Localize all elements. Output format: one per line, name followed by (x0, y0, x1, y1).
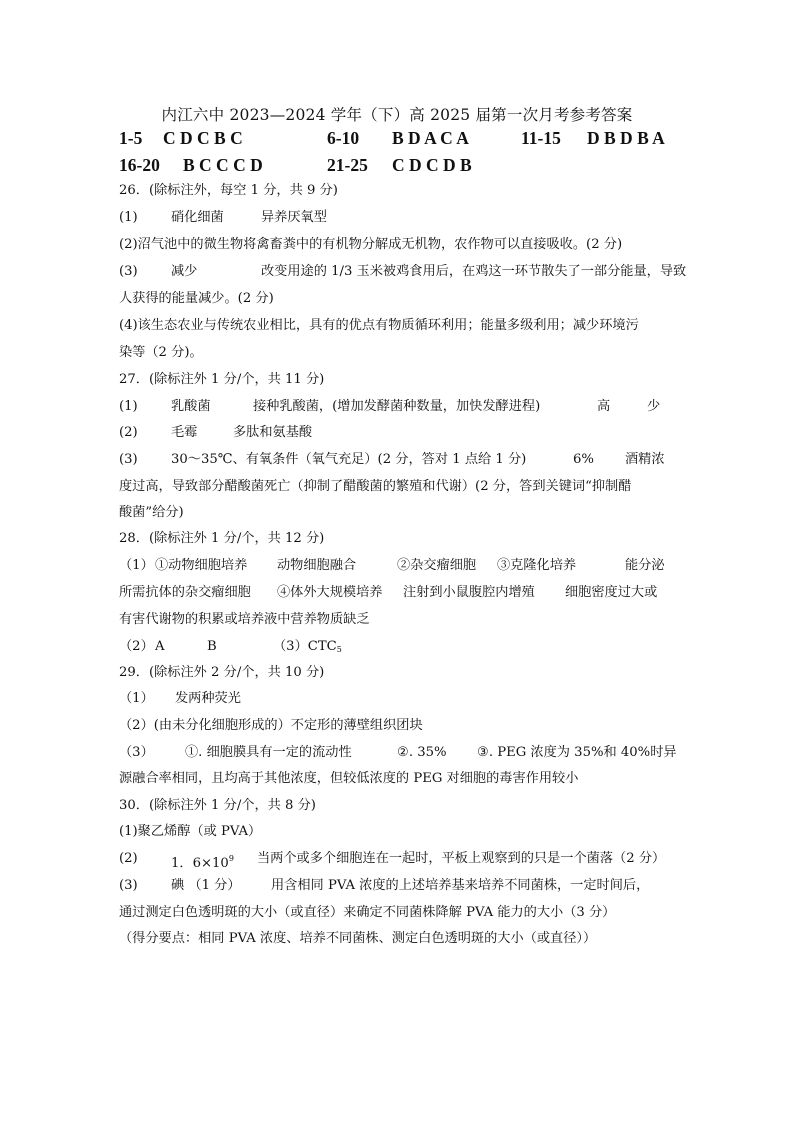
q27-line-5: 酸菌”给分) (119, 505, 184, 520)
q29-line-4: 源融合率相同，且均高于其他浓度，但较低浓度的 PEG 对细胞的毒害作用较小 (119, 771, 579, 786)
q27-line-4: 度过高，导致部分醋酸菌死亡（抑制了醋酸菌的繁殖和代谢）(2 分，答到关键词“抑制醋 (119, 479, 632, 494)
q29-header: 29．(除标注外 2 分/个，共 10 分) (119, 665, 325, 680)
q26-line-4: 人获得的能量减少。(2 分) (119, 291, 274, 306)
choice-range: 1-5 (119, 128, 143, 148)
choice-range: 21-25 (327, 155, 368, 175)
choice-answers: D B D B A (587, 128, 665, 148)
q30-line-5: （得分要点：相同 PVA 浓度、培养不同菌株、测定白色透明斑的大小（或直径）） (119, 931, 597, 946)
q28-header: 28．(除标注外 1 分/个，共 12 分) (119, 531, 325, 546)
q26-header: 26．(除标注外，每空 1 分，共 9 分) (119, 183, 338, 198)
q28-line-3: 有害代谢物的积累或培养液中营养物质缺乏 (119, 612, 370, 627)
choice-range: 11-15 (521, 128, 561, 148)
choice-answers: C D C D B (392, 155, 472, 175)
choice-range: 16-20 (119, 155, 160, 175)
choice-answers: C D C B C (163, 128, 243, 148)
q29-line-2: （2）(由未分化细胞形成的）不定形的薄壁组织团块 (119, 718, 423, 733)
choice-range: 6-10 (327, 128, 360, 148)
answer-key-page: 内江六中 2023—2024 学年（下）高 2025 届第一次月考参考答案 1-5 C D C B C 6-10 B D A C A 11-15 D B D B A 16-20 B C C C D 21-25 C D C D B 26．(除标注外，每空 1 分，共 9 分) (1) 硝化细菌 异养厌氧型 (2)沼气池中的微生物将禽畜粪中的有机物分解成无机物，农作物可以直接吸收。(2 分) (3) 减少 改变用途的 1/3 玉米被鸡食用后，在鸡这一环节散失了一部分能量，导致 人获得的能量减少。(2 分) (4)该生态农业与传统农业相比，具有的优点有物质循环利用；能量多级利用；减少环境污 染等（2 分)。 27．(除标注外 1 分/个，共 11 分) (1) 乳酸菌 接种乳酸菌，(增加发酵菌种数量，加快发酵进程) 高 少 (2) 毛霉 多肽和氨基酸 (3) 30～35℃、有氧条件（氧气充足）(2 分，答对 1 点给 1 分) 6% 酒精浓 度过高，导致部分醋酸菌死亡（抑制了醋酸菌的繁殖和代谢）(2 分，答到关键词“抑制醋 酸菌”给分) 28．(除标注外 1 分/个，共 12 分) （1） ①动物细胞培养 动物细胞融合 ②杂交瘤细胞 ③克隆化培养 能分泌 所需抗体的杂交瘤细胞 ④体外大规模培养 注射到小鼠腹腔内增殖 细胞密度过大或 有害代谢物的积累或培养液中营养物质缺乏 （2） A B $(3)CTC_5$ 29．(除标注外 2 分/个，共 10 分) （1） 发两种荧光 （2）(由未分化细胞形成的）不定形的薄壁组织团块 （3） ①. 细胞膜具有一定的流动性 ②. 35% ③. PEG 浓度为 35%和 40%时异 源融合率相同，且均高于其他浓度，但较低浓度的 PEG 对细胞的毒害作用较小 30．(除标注外 1 分/个，共 8 分) (1)聚乙烯醇（或 PVA） (2) 1．$6\times 10^9$ 当两个或多个细胞连在一起时，平板上观察到的只是一个菌落（2 分） (3) 碘 （1 分） 用含相同 PVA 浓度的上述培养基来培养不同菌株，一定时间后， 通过测定白色透明斑的大小（或直径）来确定不同菌株降解 PVA 能力的大小（3 分） （得分要点：相同 PVA 浓度、培养不同菌株、测定白色透明斑的大小（或直径）） (0, 0, 794, 1123)
page-title: 内江六中 2023—2024 学年（下）高 2025 届第一次月考参考答案 (161, 106, 633, 124)
q30-line-1: (1)聚乙烯醇（或 PVA） (119, 824, 262, 839)
q30-header: 30．(除标注外 1 分/个，共 8 分) (119, 798, 316, 813)
q27-header: 27．(除标注外 1 分/个，共 11 分) (119, 372, 325, 387)
choice-answers: B C C C D (183, 155, 263, 175)
q26-line-6: 染等（2 分)。 (119, 345, 203, 360)
q26-line-5: (4)该生态农业与传统农业相比，具有的优点有物质循环利用；能量多级利用；减少环境污 (119, 318, 639, 333)
q30-line-4: 通过测定白色透明斑的大小（或直径）来确定不同菌株降解 PVA 能力的大小（3 分） (119, 905, 616, 920)
q26-line-2: (2)沼气池中的微生物将禽畜粪中的有机物分解成无机物，农作物可以直接吸收。(2 分) (119, 237, 623, 252)
choice-answers: B D A C A (392, 128, 469, 148)
